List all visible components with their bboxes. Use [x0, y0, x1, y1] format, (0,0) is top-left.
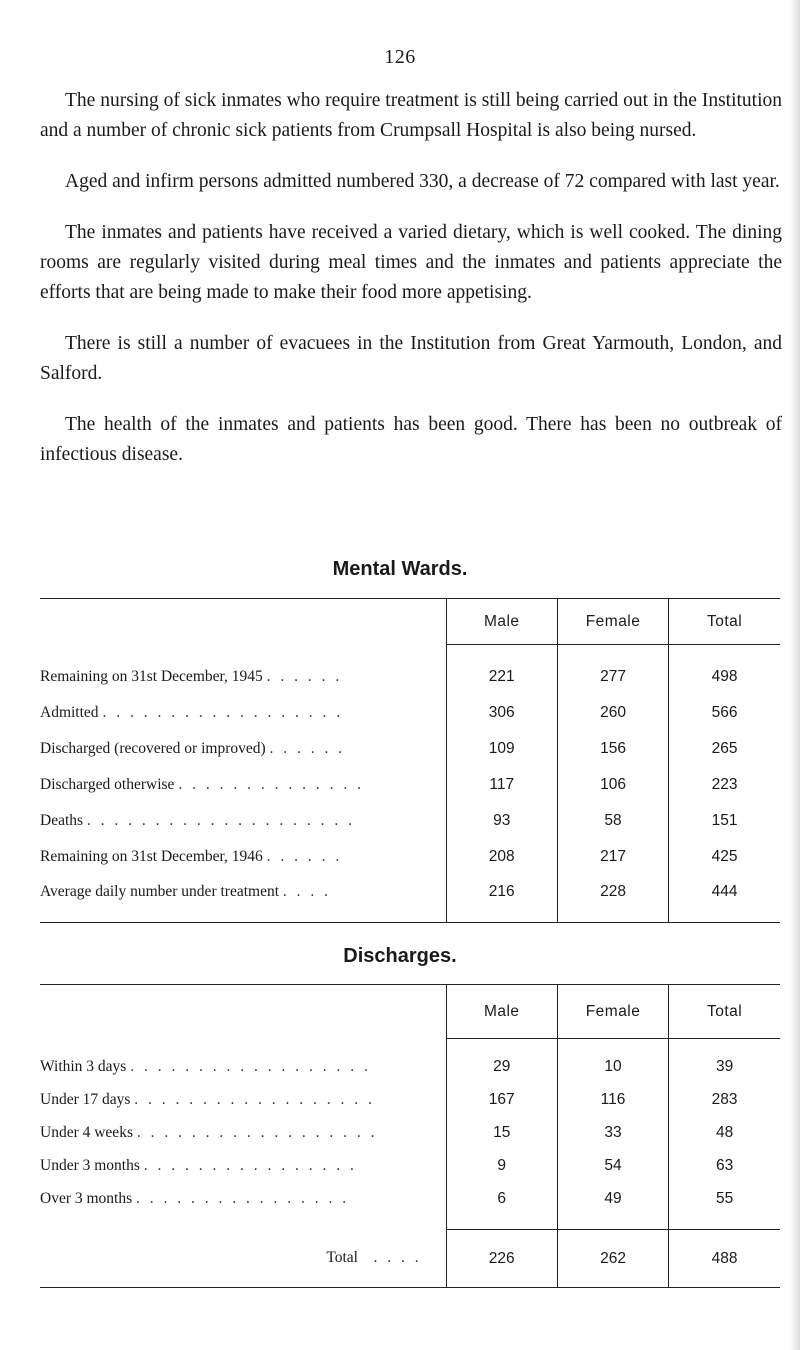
leader-dots: . . . . . . . . . . . . . . . .	[143, 1157, 357, 1174]
table-row	[40, 875, 780, 923]
row-label: Average daily number under treatment	[40, 882, 280, 900]
row-label: Under 4 weeks	[40, 1124, 133, 1141]
paragraph: Aged and infirm persons admitted numbered 330, a decrease of 72 compared with last year.	[65, 171, 780, 192]
total-value: 283	[669, 1084, 780, 1117]
total-label: Total	[326, 1249, 358, 1267]
paragraph: The nursing of sick inmates who require treatment is still being carried out in the Institution and a number of chronic sick patients from Crumpsall Hospital is also being nursed.	[40, 90, 782, 141]
male-value: 221	[446, 659, 557, 695]
table-row	[40, 731, 780, 767]
header-blank	[40, 985, 446, 1039]
female-value: 156	[557, 731, 668, 767]
leader-dots: . . . . . . . . . . . . . . . . . . . .	[86, 811, 356, 829]
male-value: 6	[446, 1183, 557, 1216]
total-value: 498	[669, 659, 780, 695]
table-row	[40, 1084, 780, 1117]
row-label: Remaining on 31st December, 1946	[40, 847, 263, 865]
paragraph: There is still a number of evacuees in the Institution from Great Yarmouth, London, and Salford.	[40, 333, 782, 384]
leader-dots: . . . . . . . . . . . . . .	[178, 775, 364, 793]
row-label: Remaining on 31st December, 1945	[40, 667, 263, 685]
male-value: 9	[446, 1150, 557, 1183]
female-value: 10	[557, 1051, 668, 1084]
row-label: Under 3 months	[40, 1157, 140, 1174]
total-value: 265	[669, 731, 780, 767]
total-value: 151	[669, 803, 780, 839]
total-value: 566	[669, 695, 780, 731]
row-label: Deaths	[40, 811, 84, 829]
female-value: 228	[557, 875, 668, 923]
leader-dots: . . . . . . . . . . . . . . . . . .	[130, 1058, 371, 1075]
row-label: Under 17 days	[40, 1091, 131, 1108]
page-edge-shadow	[790, 0, 800, 1350]
table-row	[40, 659, 780, 695]
total-value: 444	[669, 875, 780, 923]
female-value: 260	[557, 695, 668, 731]
male-value: 15	[446, 1117, 557, 1150]
table-row	[40, 1183, 780, 1216]
female-value: 217	[557, 839, 668, 875]
row-label: Discharged (recovered or improved)	[40, 739, 266, 757]
grand-total: 488	[669, 1230, 780, 1288]
paragraph: The health of the inmates and patients has been good. There has been no outbreak of infectious disease.	[40, 414, 782, 465]
total-value: 223	[669, 767, 780, 803]
female-value: 49	[557, 1183, 668, 1216]
leader-dots: . . . . . . . . . . . . . . . . . .	[136, 1124, 378, 1141]
male-value: 93	[446, 803, 557, 839]
discharges-table	[40, 984, 780, 1288]
leader-dots: . . . .	[282, 882, 332, 900]
header-male: Male	[446, 985, 557, 1039]
table-row	[40, 695, 780, 731]
male-value: 109	[446, 731, 557, 767]
female-total: 262	[557, 1230, 668, 1288]
table-row	[40, 1117, 780, 1150]
header-male: Male	[446, 599, 557, 645]
leader-dots: . . . . . .	[266, 667, 343, 685]
header-blank	[40, 599, 446, 645]
male-value: 306	[446, 695, 557, 731]
paragraph: The inmates and patients have received a varied dietary, which is well cooked. The dining rooms are regularly visited during meal times and the inmates and patients appreciate the efforts that are being made to make their food more appetising.	[40, 222, 782, 303]
discharges-title: Discharges.	[343, 945, 457, 967]
leader-dots: . . . . . . . . . . . . . . . .	[136, 1190, 350, 1207]
male-value: 117	[446, 767, 557, 803]
female-value: 116	[557, 1084, 668, 1117]
male-value: 29	[446, 1051, 557, 1084]
male-value: 167	[446, 1084, 557, 1117]
table-row	[40, 803, 780, 839]
female-value: 58	[557, 803, 668, 839]
row-label: Discharged otherwise	[40, 775, 175, 793]
table-row	[40, 839, 780, 875]
male-total: 226	[446, 1230, 557, 1288]
male-value: 208	[446, 839, 557, 875]
mental-wards-table	[40, 598, 780, 923]
row-label: Over 3 months	[40, 1190, 133, 1207]
row-label: Admitted	[40, 703, 99, 721]
table-row	[40, 767, 780, 803]
row-label: Within 3 days	[40, 1058, 127, 1075]
body-text	[40, 86, 782, 491]
total-value: 55	[669, 1183, 780, 1216]
female-value: 106	[557, 767, 668, 803]
female-value: 33	[557, 1117, 668, 1150]
table-header-row	[40, 599, 780, 645]
leader-dots: . . . .	[373, 1249, 422, 1267]
female-value: 277	[557, 659, 668, 695]
header-total: Total	[669, 599, 780, 645]
leader-dots: . . . . . . . . . . . . . . . . . .	[102, 703, 344, 721]
leader-dots: . . . . . .	[266, 847, 343, 865]
female-value: 54	[557, 1150, 668, 1183]
mental-wards-title: Mental Wards.	[332, 558, 468, 580]
table-header-row	[40, 985, 780, 1039]
header-total: Total	[669, 985, 780, 1039]
page-number: 126	[384, 46, 416, 68]
total-value: 63	[669, 1150, 780, 1183]
total-row	[40, 1230, 780, 1288]
total-value: 425	[669, 839, 780, 875]
table-row	[40, 1150, 780, 1183]
header-female: Female	[557, 985, 668, 1039]
leader-dots: . . . . . . . . . . . . . . . . . .	[134, 1091, 375, 1108]
table-row	[40, 1051, 780, 1084]
total-value: 39	[669, 1051, 780, 1084]
leader-dots: . . . . . .	[269, 739, 346, 757]
total-value: 48	[669, 1117, 780, 1150]
header-female: Female	[557, 599, 668, 645]
male-value: 216	[446, 875, 557, 923]
